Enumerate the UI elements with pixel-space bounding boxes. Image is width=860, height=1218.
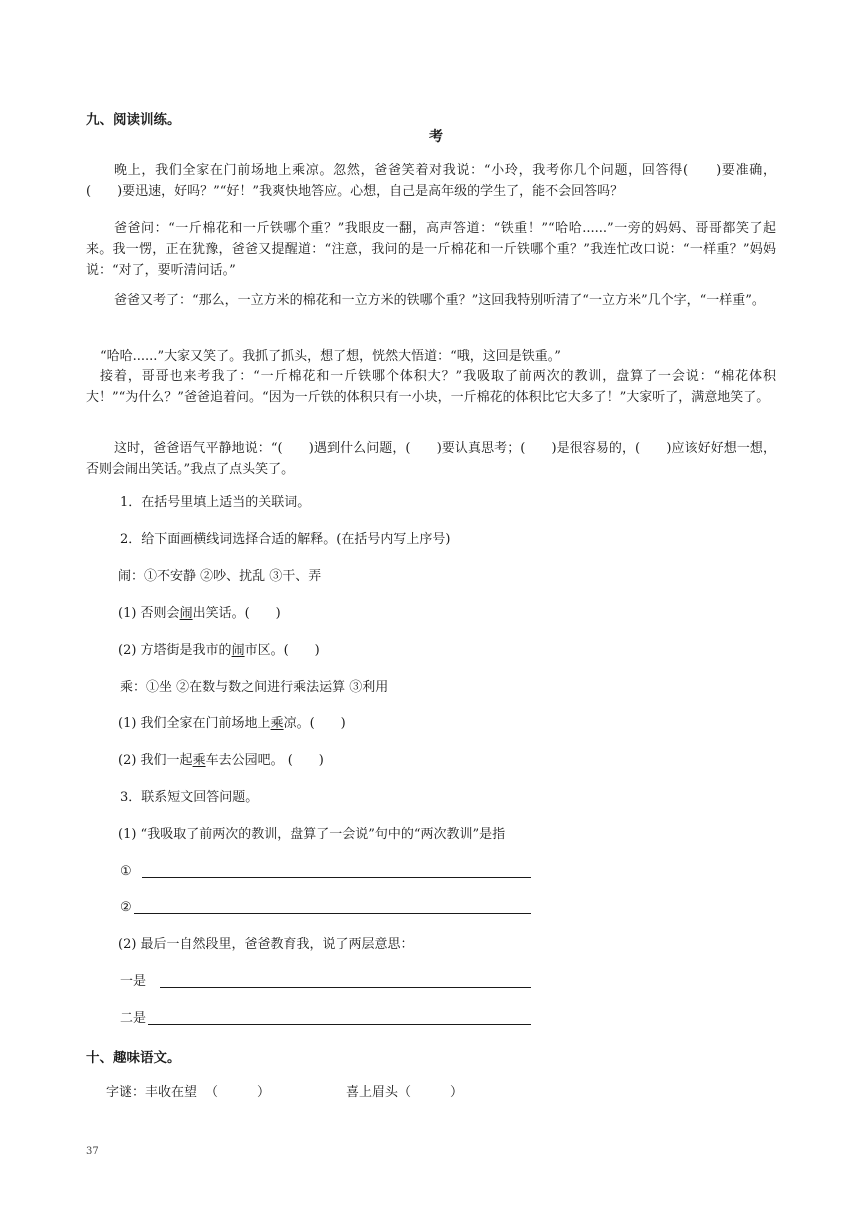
section-10-heading: 十、趣味语文。 (86, 1050, 181, 1066)
answer-label-4: 二是 (120, 1011, 147, 1026)
cheng-item-1: (1) 我们全家在门前场地上乘凉。( ) (118, 716, 346, 731)
answer-line-4[interactable] (148, 1024, 531, 1025)
question-1: 1．在括号里填上适当的关联词。 (120, 495, 311, 510)
underlined-word: 乘 (270, 716, 284, 731)
passage-paragraph-4: “哈哈......”大家又笑了。我抓了抓头，想了想，恍然大悟道：“哦，这回是铁重。” (100, 349, 561, 364)
passage-paragraph-6: 这时，爸爸语气平静地说：“( )遇到什么问题，( )要认真思考；( )是很容易的，( )应该好好想一想，否则会闹出笑话。”我点了点头笑了。 (86, 441, 776, 477)
passage-title: 考 (429, 129, 443, 145)
passage-paragraph-3: 爸爸又考了：“那么，一立方米的棉花和一立方米的铁哪个重？”这回我特别听清了“一立方米”几个字，“一样重”。 (114, 293, 765, 308)
underlined-word: 乘 (192, 753, 206, 768)
passage-paragraph-2: 爸爸问：“一斤棉花和一斤铁哪个重？”我眼皮一翻，高声答道：“铁重！”“哈哈......”一旁的妈妈、哥哥都笑了起来。我一愣，正在犹豫，爸爸又提醒道：“注意，我问的是一斤棉花和一斤铁哪个重？”我连忙改口说：“一样重？”妈妈说：“对了，要听清问话。” (86, 221, 776, 278)
nao-item-2: (2) 方塔街是我市的闹市区。( ) (118, 643, 320, 658)
answer-line-1[interactable] (142, 877, 531, 878)
cheng-item-2: (2) 我们一起乘车去公园吧。 ( ) (118, 753, 324, 768)
riddle-1-answer[interactable]: （ ） (205, 1085, 271, 1100)
passage-paragraph-1: 晚上，我们全家在门前场地上乘凉。忽然，爸爸笑着对我说：“小玲，我考你几个问题，回答得( )要准确，( )要迅速，好吗？”“好！”我爽快地答应。心想，自己是高年级的学生了，能不会回答吗？ (86, 163, 776, 199)
answer-line-3[interactable] (160, 987, 531, 988)
riddle-2: 喜上眉头（ ） (346, 1085, 464, 1100)
answer-label-1: ① (120, 864, 132, 879)
question-3-part-1: (1) “我吸取了前两次的教训，盘算了一会说”句中的“两次教训”是指 (118, 827, 506, 842)
riddle-1: 字谜：丰收在望 （ ） (106, 1085, 271, 1100)
question-2: 2．给下面画横线词选择合适的解释。(在括号内写上序号) (120, 532, 451, 547)
section-9-heading: 九、阅读训练。 (86, 112, 181, 128)
cheng-definitions: 乘：①坐 ②在数与数之间进行乘法运算 ③利用 (120, 680, 389, 695)
nao-definitions: 闹：①不安静 ②吵、扰乱 ③干、弄 (118, 569, 322, 584)
passage-paragraph-5: 接着，哥哥也来考我了：“一斤棉花和一斤铁哪个体积大？”我吸取了前两次的教训，盘算了一会说：“棉花体积大！”“为什么？”爸爸追着问。“因为一斤铁的体积只有一小块，一斤棉花的体积比它大多了！”大家听了，满意地笑了。 (86, 369, 776, 405)
answer-label-2: ② (120, 900, 132, 915)
answer-line-2[interactable] (134, 913, 531, 914)
nao-item-1: (1) 否则会闹出笑话。( ) (118, 606, 281, 621)
answer-label-3: 一是 (120, 974, 147, 989)
question-3-part-2: (2) 最后一自然段里，爸爸教育我，说了两层意思： (118, 937, 414, 952)
underlined-word: 闹 (231, 643, 245, 658)
page-number: 37 (86, 1146, 99, 1157)
question-3: 3．联系短文回答问题。 (120, 790, 259, 805)
underlined-word: 闹 (179, 606, 193, 621)
